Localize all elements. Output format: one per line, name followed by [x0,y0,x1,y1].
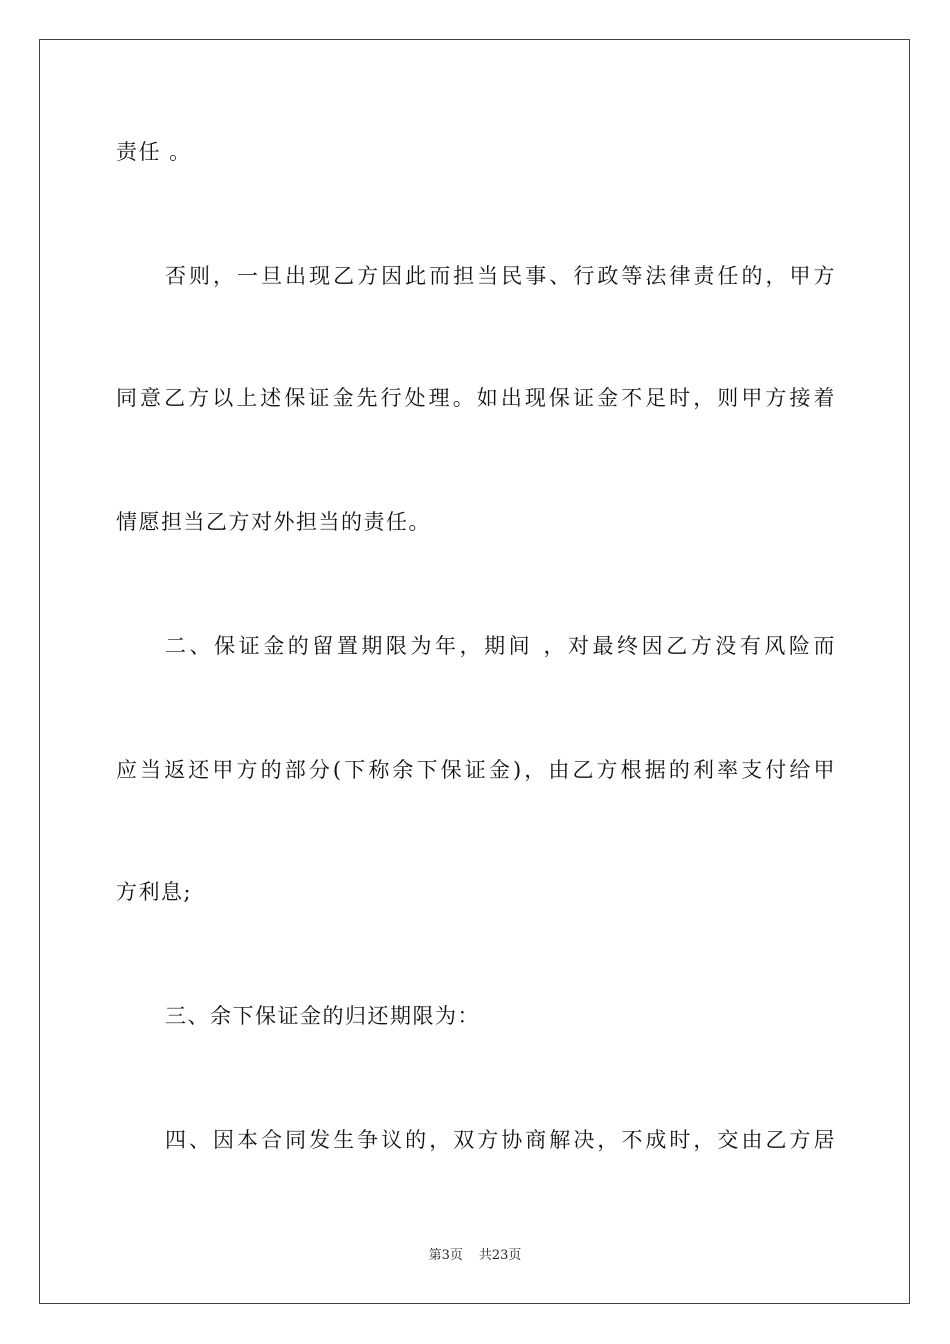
page-total: 共23页 [478,1248,522,1263]
paragraph-line-7: 方利息; [116,880,193,904]
paragraph-line-3: 同意乙方以上述保证金先行处理。如出现保证金不足时，则甲方接着 [116,386,836,410]
paragraph-line-6: 应当返还甲方的部分(下称余下保证金)，由乙方根据的利率支付给甲 [116,758,836,782]
page-number: 第3页 [428,1248,463,1263]
paragraph-line-4: 情愿担当乙方对外担当的责任。 [116,510,431,534]
page-frame [39,39,910,1304]
paragraph-line-1: 责任 。 [116,140,192,164]
paragraph-line-9: 四、因本合同发生争议的，双方协商解决，不成时，交由乙方居 [165,1128,836,1152]
paragraph-line-8: 三、余下保证金的归还期限为： [165,1004,480,1028]
paragraph-line-5: 二、保证金的留置期限为年，期间 ，对最终因乙方没有风险而 [165,634,836,658]
paragraph-line-2: 否则，一旦出现乙方因此而担当民事、行政等法律责任的，甲方 [165,264,836,288]
page-footer [0,1247,950,1265]
